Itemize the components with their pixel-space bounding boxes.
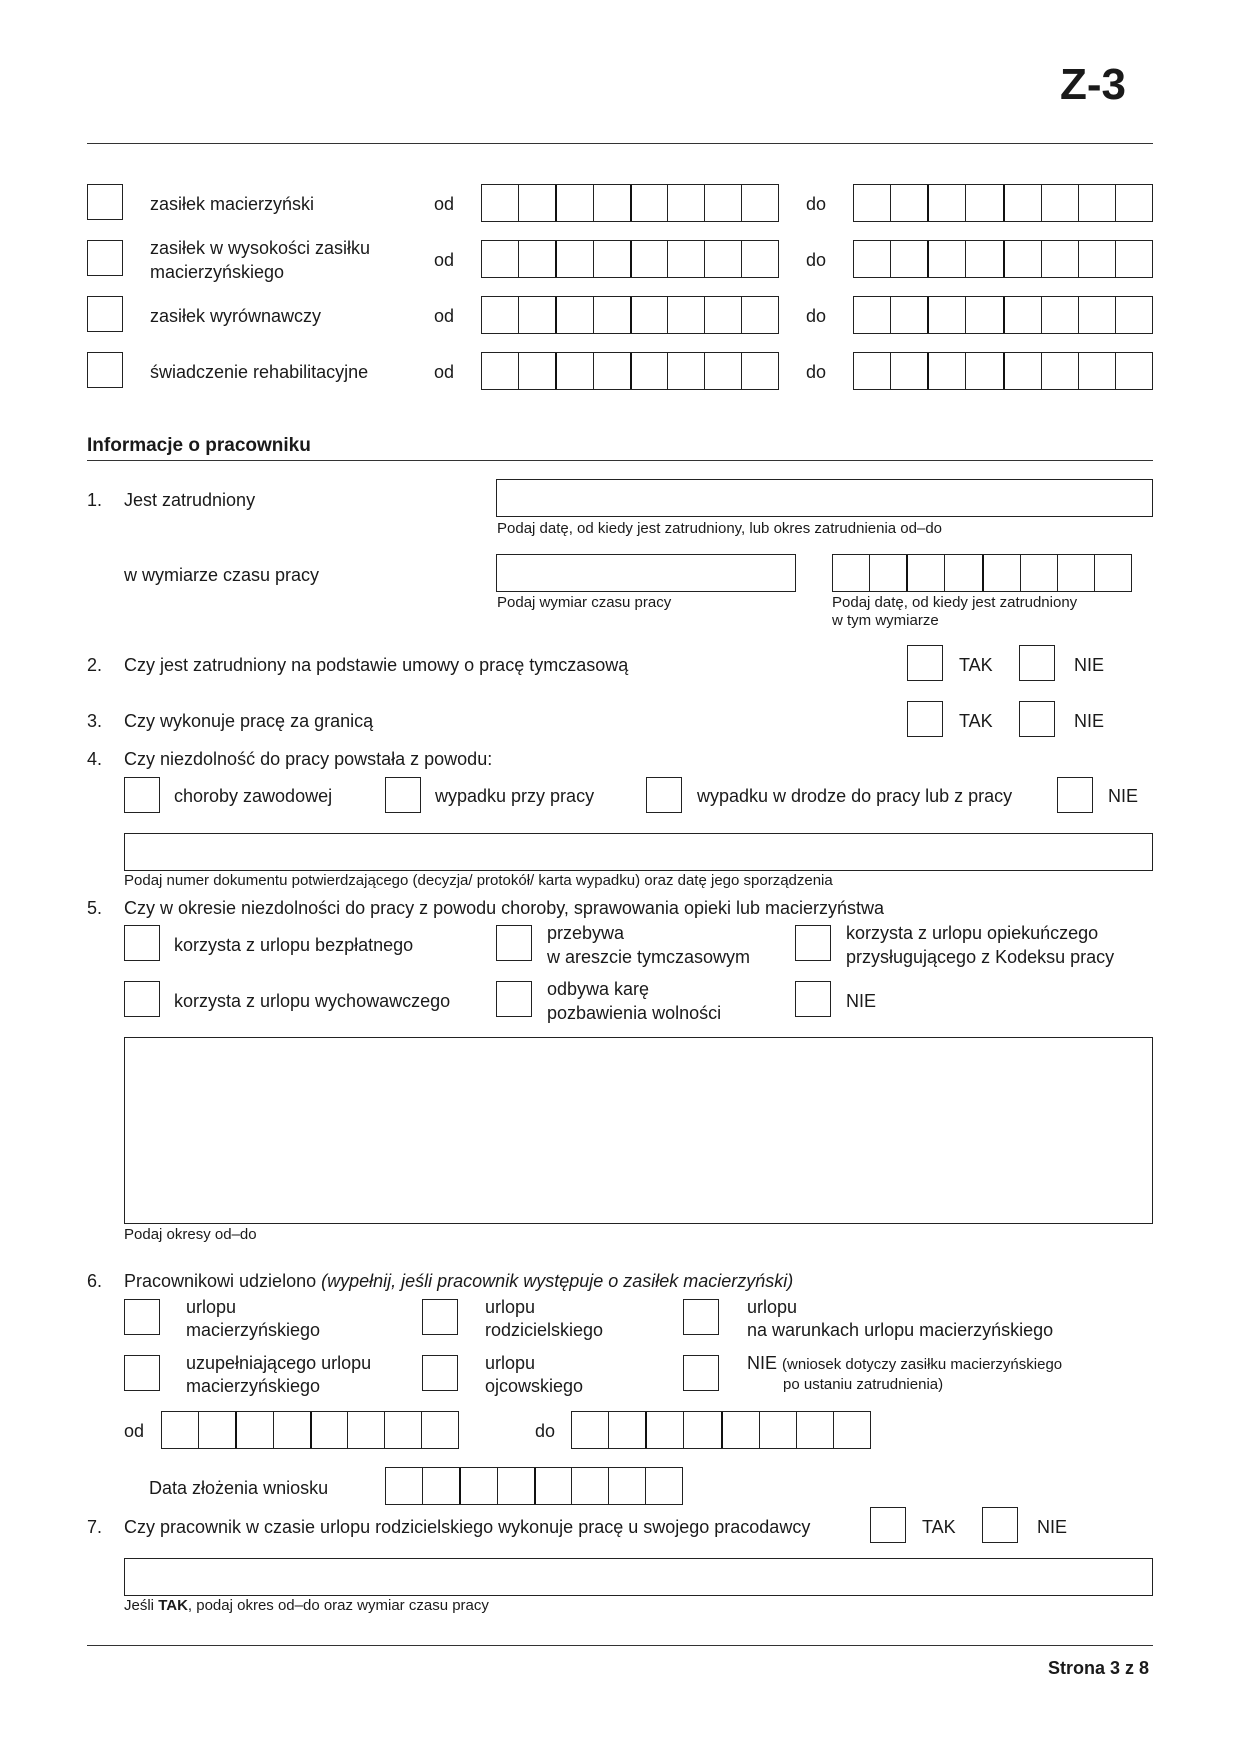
q4-work-accident-label: wypadku przy pracy [435, 786, 595, 806]
q6-paternity-leave-label-line1: urlopu [485, 1353, 536, 1373]
q6-application-date-label: Data złożenia wniosku [149, 1478, 329, 1498]
q6-maternity-leave-label-line2: macierzyńskiego [186, 1320, 321, 1340]
worktime-hint: Podaj wymiar czasu pracy [497, 594, 672, 611]
q5-imprisonment-checkbox[interactable] [496, 981, 532, 1017]
worktime-label: w wymiarze czasu pracy [124, 565, 320, 585]
q3-yes-label: TAK [959, 711, 993, 731]
benefit-label-2-line2: macierzyńskiego [150, 262, 285, 282]
q5-detention-label-line1: przebywa [547, 923, 625, 943]
benefit-checkbox-1[interactable] [87, 184, 123, 220]
q6-supplementary-leave-checkbox[interactable] [124, 1355, 160, 1391]
benefit-to-date-4[interactable] [853, 352, 1153, 390]
q5-detention-label-line2: w areszcie tymczasowym [547, 947, 751, 967]
worktime-date-hint-line2: w tym wymiarze [832, 612, 939, 629]
section-divider [87, 460, 1153, 461]
q6-parental-leave-label-line1: urlopu [485, 1297, 536, 1317]
q6-no-label-main: NIE [747, 1353, 778, 1373]
q4-label: Czy niezdolność do pracy powstała z powodu: [124, 749, 493, 769]
worktime-field[interactable] [496, 554, 796, 592]
q6-maternity-leave-checkbox[interactable] [124, 1299, 160, 1335]
q1-label: Jest zatrudniony [124, 490, 256, 510]
benefit-checkbox-2[interactable] [87, 240, 123, 276]
q2-label: Czy jest zatrudniony na podstawie umowy o pracę tymczasową [124, 655, 629, 675]
header-divider [87, 143, 1153, 144]
q5-periods-field[interactable] [124, 1037, 1153, 1224]
q6-maternity-terms-leave-checkbox[interactable] [683, 1299, 719, 1335]
q6-application-date[interactable] [385, 1467, 683, 1505]
q7-no-label: NIE [1037, 1517, 1068, 1537]
q7-number: 7. [87, 1517, 103, 1537]
q4-document-hint: Podaj numer dokumentu potwierdzającego (decyzja/ protokół/ karta wypadku) oraz datę jego sporządzenia [124, 872, 833, 889]
q6-supplementary-leave-label-line1: uzupełniającego urlopu [186, 1353, 372, 1373]
q5-label: Czy w okresie niezdolności do pracy z powodu choroby, sprawowania opieki lub macierzyństwa [124, 898, 885, 918]
q5-imprisonment-label-line2: pozbawienia wolności [547, 1003, 722, 1023]
employment-period-field[interactable] [496, 479, 1153, 517]
q3-no-checkbox[interactable] [1019, 701, 1055, 737]
q5-care-leave-label-line1: korzysta z urlopu opiekuńczego [846, 923, 1099, 943]
q7-label: Czy pracownik w czasie urlopu rodzicielskiego wykonuje pracę u swojego pracodawcy [124, 1517, 811, 1537]
q5-parental-leave-label: korzysta z urlopu wychowawczego [174, 991, 451, 1011]
q6-no-note-line2: po ustaniu zatrudnienia) [783, 1376, 944, 1393]
benefit-label-2-line1: zasiłek w wysokości zasiłku [150, 238, 371, 258]
benefit-to-label-1: do [806, 194, 827, 214]
benefit-to-label-3: do [806, 306, 827, 326]
q5-number: 5. [87, 898, 103, 918]
benefit-label-4: świadczenie rehabilitacyjne [150, 362, 369, 382]
q6-from-label: od [124, 1421, 145, 1441]
q5-no-checkbox[interactable] [795, 981, 831, 1017]
q2-number: 2. [87, 655, 103, 675]
q2-no-label: NIE [1074, 655, 1105, 675]
benefit-label-3: zasiłek wyrównawczy [150, 306, 322, 326]
q2-yes-label: TAK [959, 655, 993, 675]
q5-unpaid-leave-checkbox[interactable] [124, 925, 160, 961]
benefit-from-label-2: od [434, 250, 455, 270]
worktime-date-hint-line1: Podaj datę, od kiedy jest zatrudniony [832, 594, 1078, 611]
q6-paternity-leave-checkbox[interactable] [422, 1355, 458, 1391]
footer-divider [87, 1645, 1153, 1646]
q4-work-accident-checkbox[interactable] [385, 777, 421, 813]
q5-no-label: NIE [846, 991, 877, 1011]
worktime-date-field[interactable] [832, 554, 1132, 592]
benefit-from-date-4[interactable] [481, 352, 779, 390]
benefit-to-date-3[interactable] [853, 296, 1153, 334]
q5-periods-hint: Podaj okresy od–do [124, 1226, 257, 1243]
q7-yes-checkbox[interactable] [870, 1507, 906, 1543]
q7-yes-label: TAK [922, 1517, 956, 1537]
benefit-to-label-2: do [806, 250, 827, 270]
q6-paternity-leave-label-line2: ojcowskiego [485, 1376, 584, 1396]
q5-parental-leave-checkbox[interactable] [124, 981, 160, 1017]
benefit-to-label-4: do [806, 362, 827, 382]
q6-no-checkbox[interactable] [683, 1355, 719, 1391]
benefit-from-label-3: od [434, 306, 455, 326]
benefit-checkbox-4[interactable] [87, 352, 123, 388]
q4-occupational-disease-label: choroby zawodowej [174, 786, 333, 806]
benefit-from-label-4: od [434, 362, 455, 382]
benefit-to-date-1[interactable] [853, 184, 1153, 222]
benefit-label-1: zasiłek macierzyński [150, 194, 315, 214]
q6-label-main: Pracownikowi udzielono [124, 1271, 317, 1291]
q4-document-field[interactable] [124, 833, 1153, 871]
q2-no-checkbox[interactable] [1019, 645, 1055, 681]
q6-maternity-leave-label-line1: urlopu [186, 1297, 237, 1317]
q3-yes-checkbox[interactable] [907, 701, 943, 737]
page-number: Strona 3 z 8 [1048, 1658, 1150, 1678]
q4-no-checkbox[interactable] [1057, 777, 1093, 813]
benefit-checkbox-3[interactable] [87, 296, 123, 332]
benefit-to-date-2[interactable] [853, 240, 1153, 278]
q6-parental-leave-checkbox[interactable] [422, 1299, 458, 1335]
q6-maternity-terms-leave-label-line2: na warunkach urlopu macierzyńskiego [747, 1320, 1054, 1340]
q6-number: 6. [87, 1271, 103, 1291]
q5-detention-checkbox[interactable] [496, 925, 532, 961]
q3-no-label: NIE [1074, 711, 1105, 731]
q6-from-date[interactable] [161, 1411, 459, 1449]
q4-commute-accident-label: wypadku w drodze do pracy lub z pracy [697, 786, 1013, 806]
q6-maternity-terms-leave-label-line1: urlopu [747, 1297, 798, 1317]
q4-occupational-disease-checkbox[interactable] [124, 777, 160, 813]
form-code: Z-3 [1060, 60, 1126, 109]
q5-care-leave-checkbox[interactable] [795, 925, 831, 961]
q4-no-label: NIE [1108, 786, 1139, 806]
section-title: Informacje o pracowniku [87, 435, 311, 456]
benefit-from-date-2[interactable] [481, 240, 779, 278]
q6-parental-leave-label-line2: rodzicielskiego [485, 1320, 604, 1340]
benefit-from-date-3[interactable] [481, 296, 779, 334]
q4-commute-accident-checkbox[interactable] [646, 777, 682, 813]
q3-number: 3. [87, 711, 103, 731]
q6-no-label [747, 1352, 1062, 1376]
benefit-from-label-1: od [434, 194, 455, 214]
q1-number: 1. [87, 490, 103, 510]
q7-no-checkbox[interactable] [982, 1507, 1018, 1543]
q7-hint-suffix: , podaj okres od–do oraz wymiar czasu pracy [187, 1597, 489, 1614]
q5-care-leave-label-line2: przysługującego z Kodeksu pracy [846, 947, 1115, 967]
q4-number: 4. [87, 749, 103, 769]
q6-no-note-line1: (wniosek dotyczy zasiłku macierzyńskiego [782, 1356, 1063, 1373]
q6-label [124, 1270, 793, 1292]
q3-label: Czy wykonuje pracę za granicą [124, 711, 374, 731]
q7-hint-bold: TAK [158, 1597, 188, 1614]
benefit-from-date-1[interactable] [481, 184, 779, 222]
q7-details-field[interactable] [124, 1558, 1153, 1596]
q6-to-label: do [535, 1421, 556, 1441]
q6-supplementary-leave-label-line2: macierzyńskiego [186, 1376, 321, 1396]
q6-label-note: (wypełnij, jeśli pracownik występuje o zasiłek macierzyński) [321, 1271, 794, 1291]
q2-yes-checkbox[interactable] [907, 645, 943, 681]
q7-hint-prefix: Jeśli [124, 1597, 155, 1614]
q7-details-hint [124, 1597, 489, 1615]
q5-unpaid-leave-label: korzysta z urlopu bezpłatnego [174, 935, 414, 955]
employment-period-hint: Podaj datę, od kiedy jest zatrudniony, lub okres zatrudnienia od–do [497, 520, 943, 537]
q6-to-date[interactable] [571, 1411, 871, 1449]
q5-imprisonment-label-line1: odbywa karę [547, 979, 650, 999]
